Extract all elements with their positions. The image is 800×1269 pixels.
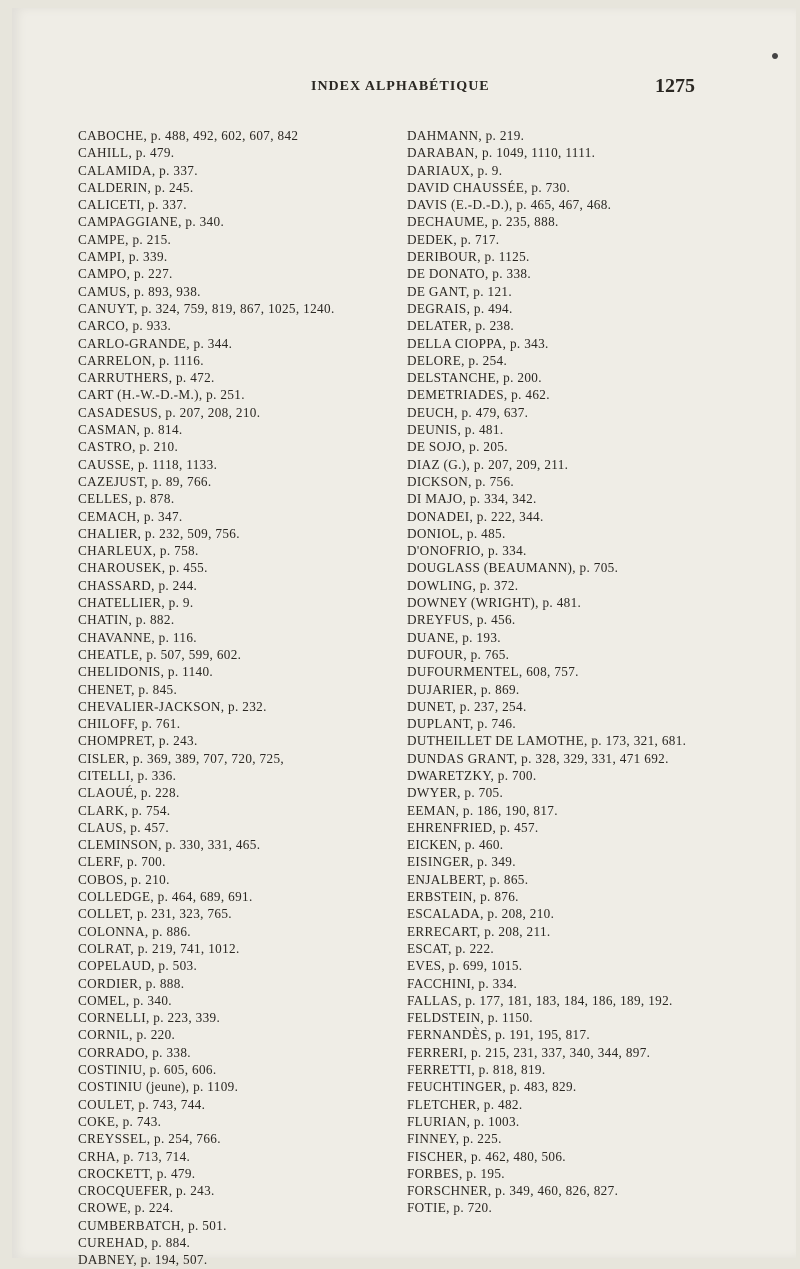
index-entry: ESCALADA, p. 208, 210.: [407, 906, 555, 922]
index-entry: CORRADO, p. 338.: [78, 1044, 191, 1060]
index-entry: DERIBOUR, p. 1125.: [407, 249, 530, 265]
index-entry: EVES, p. 699, 1015.: [407, 958, 523, 974]
index-entry: CAMPI, p. 339.: [78, 249, 168, 265]
index-entry: FISCHER, p. 462, 480, 506.: [407, 1148, 566, 1164]
index-entry: DUNET, p. 237, 254.: [407, 698, 527, 714]
index-entry: CAHILL, p. 479.: [78, 145, 175, 161]
index-entry: CUREHAD, p. 884.: [78, 1235, 191, 1250]
index-entry: FOTIE, p. 720.: [407, 1200, 493, 1216]
index-entry: ERBSTEIN, p. 876.: [407, 889, 519, 905]
index-entry: CROCQUEFER, p. 243.: [78, 1183, 215, 1199]
index-entry: COMEL, p. 340.: [78, 992, 172, 1008]
index-entry: CAMPAGGIANE, p. 340.: [78, 214, 225, 230]
index-entry: DARIAUX, p. 9.: [407, 162, 503, 178]
ink-dot: [772, 53, 778, 59]
index-entry: CARRELON, p. 1116.: [78, 352, 204, 368]
index-entry: DEMETRIADES, p. 462.: [407, 387, 550, 403]
index-entry: CHAVANNE, p. 116.: [78, 629, 197, 645]
index-entry: CAMPE, p. 215.: [78, 231, 172, 247]
index-entry: CAMPO, p. 227.: [78, 266, 173, 282]
index-entry: CLERF, p. 700.: [78, 854, 166, 870]
index-entry: DAHMANN, p. 219.: [407, 128, 525, 143]
index-entry: DOUGLASS (BEAUMANN), p. 705.: [407, 560, 619, 576]
index-entry: CHAROUSEK, p. 455.: [78, 560, 208, 576]
page-number: 1275: [655, 75, 695, 97]
index-entry: COBOS, p. 210.: [78, 871, 170, 887]
index-entry: CLARK, p. 754.: [78, 802, 171, 818]
index-entry: CAUSSE, p. 1118, 1133.: [78, 456, 218, 472]
index-entry: DWARETZKY, p. 700.: [407, 767, 537, 783]
index-entry: CISLER, p. 369, 389, 707, 720, 725,: [78, 750, 285, 766]
index-entry: DREYFUS, p. 456.: [407, 612, 516, 628]
index-entry: COPELAUD, p. 503.: [78, 958, 198, 974]
index-entry: CASMAN, p. 814.: [78, 422, 183, 438]
index-entry: CLAOUÉ, p. 228.: [78, 785, 180, 801]
index-entry: CASTRO, p. 210.: [78, 439, 179, 455]
index-entry: CELLES, p. 878.: [78, 491, 175, 507]
index-entry: CHALIER, p. 232, 509, 756.: [78, 525, 240, 541]
index-entry: DECHAUME, p. 235, 888.: [407, 214, 559, 230]
index-entry: DUFOUR, p. 765.: [407, 646, 510, 662]
index-entry: FEUCHTINGER, p. 483, 829.: [407, 1079, 577, 1095]
index-entry: DEUCH, p. 479, 637.: [407, 404, 529, 420]
index-entry: CROWE, p. 224.: [78, 1200, 174, 1216]
index-entry: D'ONOFRIO, p. 334.: [407, 543, 527, 559]
index-entry: FERRETTI, p. 818, 819.: [407, 1062, 546, 1078]
index-entry: CREYSSEL, p. 254, 766.: [78, 1131, 221, 1147]
index-entry: DAVID CHAUSSÉE, p. 730.: [407, 179, 571, 195]
index-entry: CHEATLE, p. 507, 599, 602.: [78, 646, 242, 662]
index-entry: CRHA, p. 713, 714.: [78, 1148, 191, 1164]
index-entry: DUFOURMENTEL, 608, 757.: [407, 664, 579, 680]
page-header: [0, 75, 800, 103]
index-entry: CALDERIN, p. 245.: [78, 179, 194, 195]
index-entry: DE SOJO, p. 205.: [407, 439, 508, 455]
index-entry: COLONNA, p. 886.: [78, 923, 191, 939]
index-entry: CHARLEUX, p. 758.: [78, 543, 199, 559]
index-entry: DUTHEILLET DE LAMOTHE, p. 173, 321, 681.: [407, 733, 687, 749]
index-entry: CLAUS, p. 457.: [78, 819, 169, 835]
index-entry: DE DONATO, p. 338.: [407, 266, 532, 282]
index-entry: DICKSON, p. 756.: [407, 473, 515, 489]
index-entry: CANUYT, p. 324, 759, 819, 867, 1025, 1240.: [78, 300, 335, 316]
index-entry: DI MAJO, p. 334, 342.: [407, 491, 537, 507]
index-entry: DE GANT, p. 121.: [407, 283, 512, 299]
index-entry: DAVIS (E.-D.-D.), p. 465, 467, 468.: [407, 197, 612, 213]
index-entry: DEGRAIS, p. 494.: [407, 300, 513, 316]
index-entry: CAMUS, p. 893, 938.: [78, 283, 201, 299]
index-entry: DIAZ (G.), p. 207, 209, 211.: [407, 456, 569, 472]
index-entry: DWYER, p. 705.: [407, 785, 504, 801]
index-entry: ESCAT, p. 222.: [407, 940, 495, 956]
index-entry: CHASSARD, p. 244.: [78, 577, 198, 593]
index-entry: DARABAN, p. 1049, 1110, 1111.: [407, 145, 596, 161]
index-entry: EEMAN, p. 186, 190, 817.: [407, 802, 558, 818]
index-entry: EISINGER, p. 349.: [407, 854, 516, 870]
index-entry: FORSCHNER, p. 349, 460, 826, 827.: [407, 1183, 619, 1199]
index-entry: EHRENFRIED, p. 457.: [407, 819, 539, 835]
index-entry: FACCHINI, p. 334.: [407, 975, 518, 991]
index-entry: COSTINIU, p. 605, 606.: [78, 1062, 217, 1078]
index-entry: DOWLING, p. 372.: [407, 577, 519, 593]
index-entry: CITELLI, p. 336.: [78, 767, 177, 783]
index-entry: DONADEI, p. 222, 344.: [407, 508, 544, 524]
index-entry: CEMACH, p. 347.: [78, 508, 183, 524]
index-entry: ERRECART, p. 208, 211.: [407, 923, 551, 939]
index-entry: COSTINIU (jeune), p. 1109.: [78, 1079, 239, 1095]
index-entry: DONIOL, p. 485.: [407, 525, 506, 541]
running-title: INDEX ALPHABÉTIQUE: [311, 79, 490, 94]
index-entry: CART (H.-W.-D.-M.), p. 251.: [78, 387, 245, 403]
index-entry: ENJALBERT, p. 865.: [407, 871, 529, 887]
index-entry: FERNANDÈS, p. 191, 195, 817.: [407, 1027, 591, 1043]
index-entry: DUJARIER, p. 869.: [407, 681, 520, 697]
index-entry: DEUNIS, p. 481.: [407, 422, 504, 438]
index-entry: DEDEK, p. 717.: [407, 231, 500, 247]
index-entry: CORNIL, p. 220.: [78, 1027, 176, 1043]
index-entry: FORBES, p. 195.: [407, 1165, 505, 1181]
index-entry: DUANE, p. 193.: [407, 629, 501, 645]
index-entry: COLRAT, p. 219, 741, 1012.: [78, 940, 240, 956]
index-entry: CHOMPRET, p. 243.: [78, 733, 198, 749]
index-entry: CARLO-GRANDE, p. 344.: [78, 335, 233, 351]
index-entry: CHATELLIER, p. 9.: [78, 595, 194, 611]
index-entry: CHELIDONIS, p. 1140.: [78, 664, 214, 680]
index-entry: FINNEY, p. 225.: [407, 1131, 502, 1147]
index-entry: FELDSTEIN, p. 1150.: [407, 1010, 533, 1026]
index-entry: CORDIER, p. 888.: [78, 975, 185, 991]
index-entry: CARCO, p. 933.: [78, 318, 172, 334]
index-entry: FLETCHER, p. 482.: [407, 1096, 523, 1112]
index-entry: DELSTANCHE, p. 200.: [407, 370, 542, 386]
index-entry: FALLAS, p. 177, 181, 183, 184, 186, 189, 192.: [407, 992, 673, 1008]
index-entry: DUNDAS GRANT, p. 328, 329, 331, 471 692.: [407, 750, 669, 766]
index-entry: DELORE, p. 254.: [407, 352, 508, 368]
index-entry: CABOCHE, p. 488, 492, 602, 607, 842: [78, 128, 299, 143]
index-entry: CUMBERBATCH, p. 501.: [78, 1217, 227, 1233]
index-entry: CHATIN, p. 882.: [78, 612, 175, 628]
index-entry: CHENET, p. 845.: [78, 681, 178, 697]
index-entry: CASADESUS, p. 207, 208, 210.: [78, 404, 261, 420]
index-entry: CALAMIDA, p. 337.: [78, 162, 198, 178]
index-column-left: [78, 127, 396, 1269]
index-entry: CORNELLI, p. 223, 339.: [78, 1010, 221, 1026]
index-entry: DABNEY, p. 194, 507.: [78, 1252, 208, 1268]
index-entry: CHILOFF, p. 761.: [78, 716, 181, 732]
index-entry: CARRUTHERS, p. 472.: [78, 370, 215, 386]
index-entry: CROCKETT, p. 479.: [78, 1165, 196, 1181]
index-entry: EICKEN, p. 460.: [407, 837, 504, 853]
index-entry: COKE, p. 743.: [78, 1113, 162, 1129]
index-column-right: [407, 127, 707, 1217]
index-entry: CALICETI, p. 337.: [78, 197, 187, 213]
index-entry: FERRERI, p. 215, 231, 337, 340, 344, 897.: [407, 1044, 651, 1060]
index-entry: FLURIAN, p. 1003.: [407, 1113, 520, 1129]
index-entry: COLLEDGE, p. 464, 689, 691.: [78, 889, 253, 905]
index-entry: COULET, p. 743, 744.: [78, 1096, 206, 1112]
index-entry: DELATER, p. 238.: [407, 318, 515, 334]
index-entry: DUPLANT, p. 746.: [407, 716, 517, 732]
index-entry: CLEMINSON, p. 330, 331, 465.: [78, 837, 261, 853]
index-entry: CAZEJUST, p. 89, 766.: [78, 473, 212, 489]
index-entry: COLLET, p. 231, 323, 765.: [78, 906, 232, 922]
index-entry: DELLA CIOPPA, p. 343.: [407, 335, 549, 351]
index-entry: DOWNEY (WRIGHT), p. 481.: [407, 595, 582, 611]
index-entry: CHEVALIER-JACKSON, p. 232.: [78, 698, 267, 714]
